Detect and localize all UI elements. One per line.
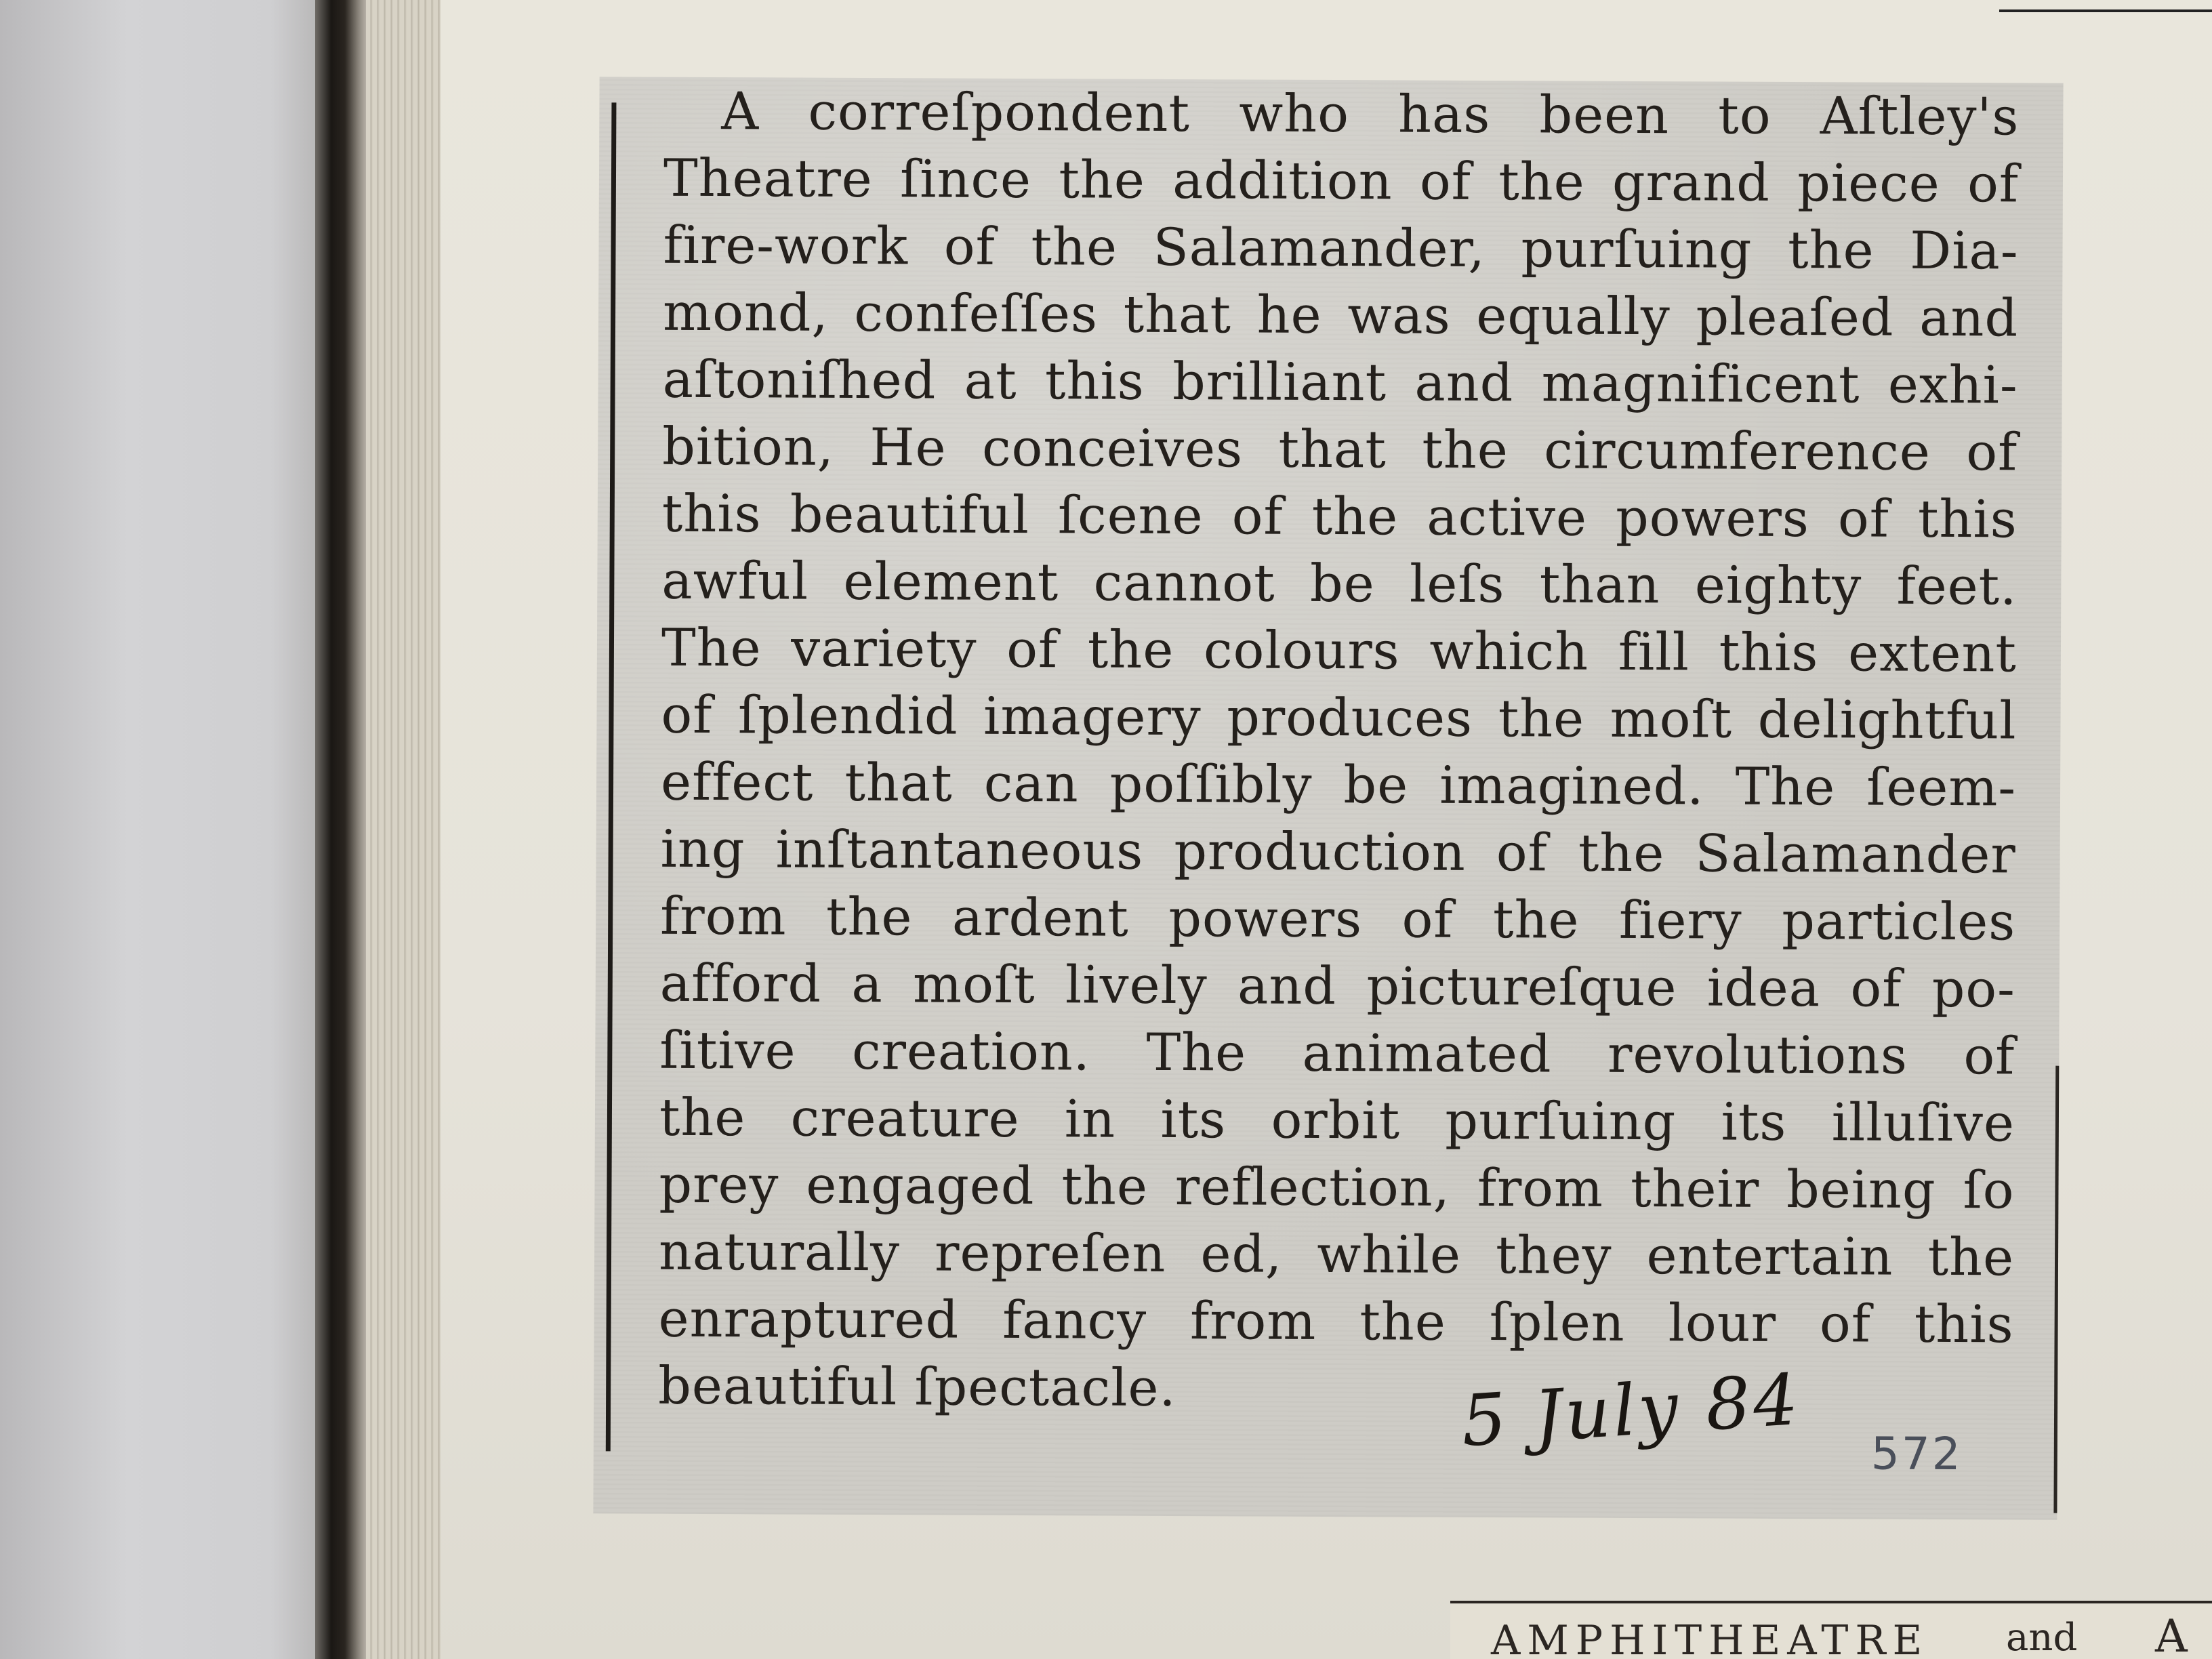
article-line: from the ardent powers of the fiery particles bbox=[660, 885, 2016, 952]
article-line: fire-work of the Salamander, purſuing the Dia- bbox=[663, 214, 2019, 281]
next-clipping-strip bbox=[1450, 1601, 2212, 1659]
article-line: beautiful ſpectacle. bbox=[658, 1355, 1176, 1418]
article-line: enraptured fancy from the ſplen lour of this bbox=[658, 1288, 2014, 1355]
article-line: Theatre ſince the addition of the grand piece of bbox=[663, 147, 2020, 214]
page-top-rule bbox=[1999, 0, 2212, 12]
article-line: afford a moſt lively and pictureſque idea of po- bbox=[659, 952, 2015, 1019]
article-line: The variety of the colours which fill this extent bbox=[661, 617, 2018, 684]
article-line: awful element cannot be leſs than eighty feet. bbox=[661, 550, 2018, 617]
left-page bbox=[0, 0, 319, 1659]
article-line: prey engaged the reflection, from their being ſo bbox=[659, 1153, 2015, 1221]
article-line: bition, He conceives that the circumference of bbox=[662, 415, 2018, 483]
article-line: A correſpondent who has been to Aſtley's bbox=[721, 81, 2020, 147]
next-letter: A bbox=[2155, 1610, 2188, 1659]
newspaper-clipping bbox=[593, 77, 2063, 1519]
article-line: ſitive creation. The animated revolutions of bbox=[659, 1019, 2015, 1086]
article-line: effect that can poſſibly be imagined. The ſeem- bbox=[660, 751, 2017, 818]
article-line: naturally repreſen ed, while they entertain the bbox=[658, 1221, 2015, 1288]
article-line: this beautiful ſcene of the active powers of this bbox=[661, 483, 2018, 550]
folio-number: 572 bbox=[1870, 1427, 1963, 1481]
article-line: ing inſtantaneous production of the Salamander bbox=[660, 818, 2016, 885]
next-conjunction: and bbox=[2006, 1616, 2078, 1659]
article-line: aſtoniſhed at this brilliant and magnificent exhi- bbox=[662, 348, 2018, 415]
article-line: mond, confeſſes that he was equally pleaſed and bbox=[662, 281, 2019, 348]
column-rule-left bbox=[606, 102, 617, 1451]
handwritten-date: 5 July 84 bbox=[1458, 1357, 1803, 1463]
article-line: the creature in its orbit purſuing its illuſive bbox=[659, 1086, 2015, 1153]
page-edges bbox=[366, 0, 447, 1659]
next-heading: AMPHITHEATRE bbox=[1491, 1617, 1929, 1659]
article-line: of ſplendid imagery produces the moſt delightful bbox=[661, 684, 2017, 751]
article-text bbox=[658, 77, 2020, 1425]
book-gutter bbox=[315, 0, 369, 1659]
